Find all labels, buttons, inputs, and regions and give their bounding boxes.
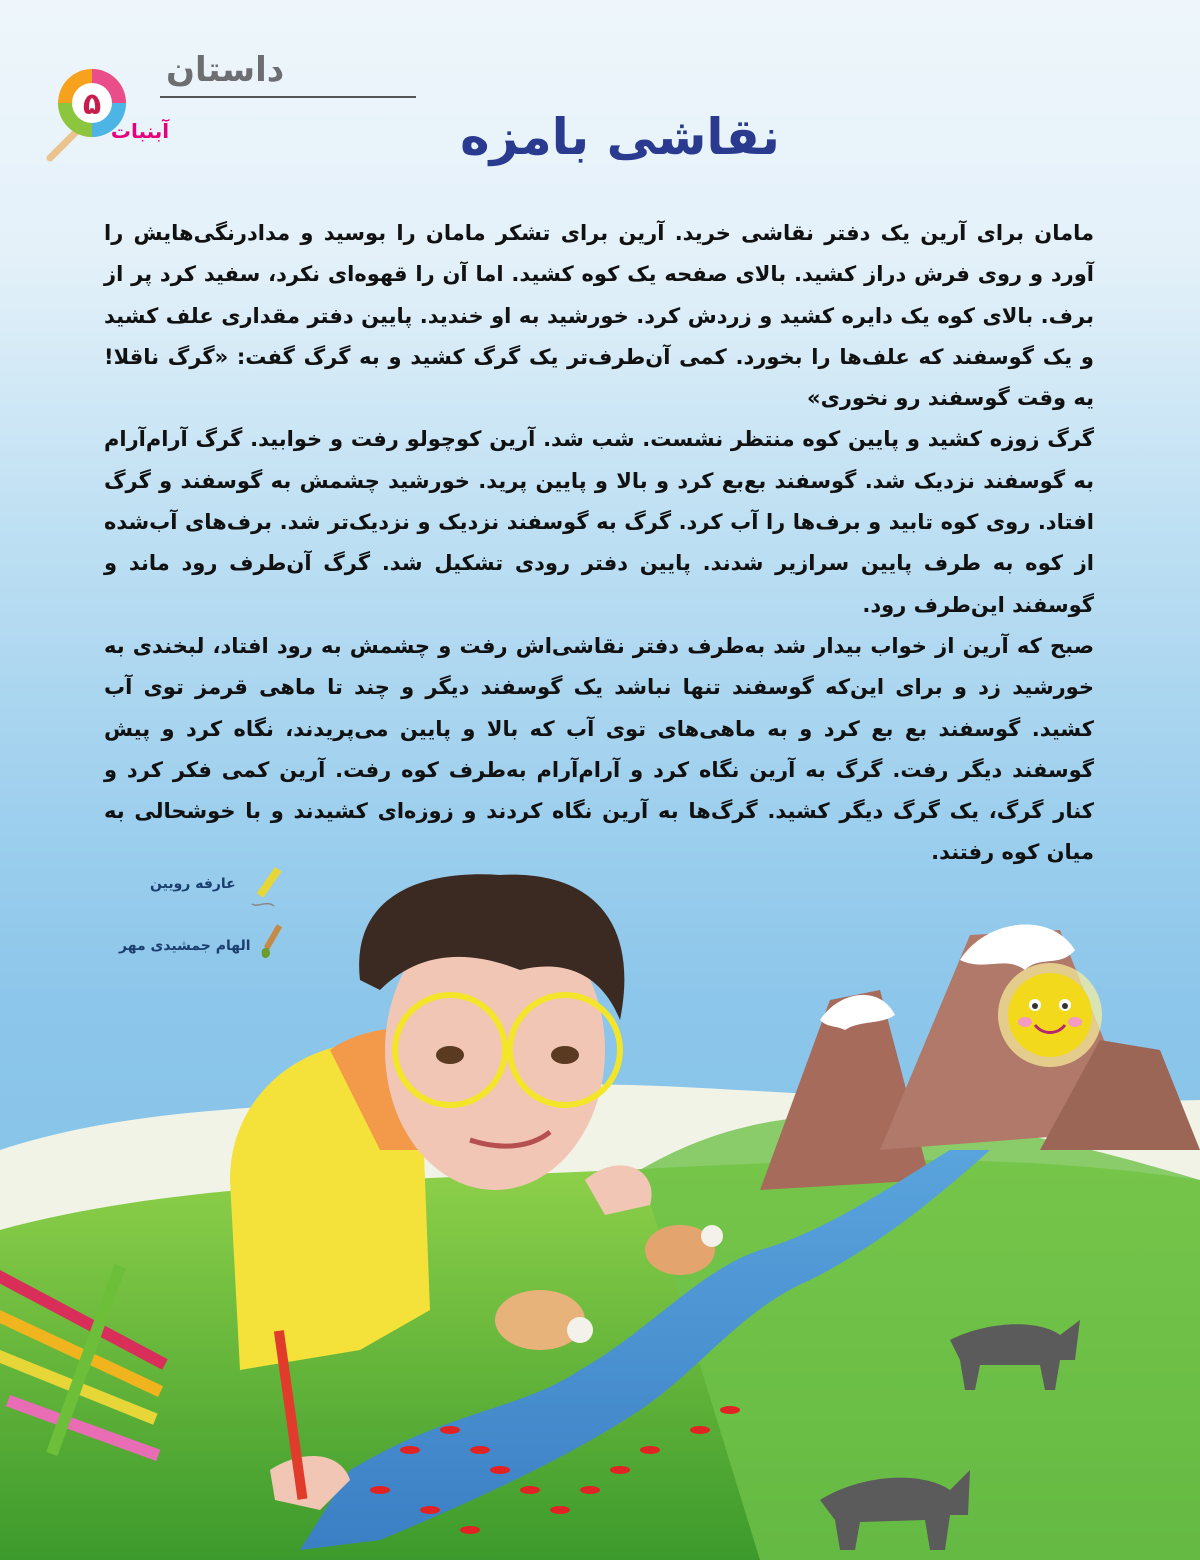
story-paragraph: صبح که آرین از خواب بیدار شد به‌طرف دفتر نقاشی‌اش رفت و چشمش به رود افتاد، لبخندی به خورشید زد و برای این‌که گوسفند تنها نباشد یک گوسفند دیگر و چند تا ماهی قرمز توی آب کشید. گوسفند بع بع کرد و به ماهی‌های توی آب که بالا و پایین می‌پریدند، نگاه کرد و پیش گوسفند دیگر رفت. گرگ به آرین نگاه کرد و آرام‌آرام به‌طرف کوه رفت. آرین کمی فکر کرد و کنار گرگ، یک گرگ دیگر کشید. گرگ‌ها به آرین نگاه کردند و زوزه‌ای کشیدند و با خوشحالی به میان کوه رفتند. [104,633,1094,865]
smiling-sun [995,960,1105,1070]
writer-name: عارفه رویین [150,876,236,892]
story-paragraph: مامان برای آرین یک دفتر نقاشی خرید. آرین برای تشکر مامان را بوسید و مدادرنگی‌هایش را آورد و روی فرش دراز کشید. بالای صفحه یک کوه کشید. اما آن را قهوه‌ای نکرد، سفید کرد پر از برف. بالای کوه یک دایره کشید و زردش کرد. خورشید به او خندید. پایین دفتر مقداری علف کشید و یک گوسفند که علف‌ها را بخورد. کمی آن‌طرف‌تر یک گرگ کشید و به گرگ گفت: «گرگ ناقلا! یه وقت گوسفند رو نخوری» [104,221,1094,411]
story-illustration [0,850,1200,1560]
writer-credit [150,876,236,892]
illustrator-credit [119,938,251,954]
paintbrush-icon [256,922,290,962]
issue-number: ۵ [82,87,102,122]
section-label: داستان [166,50,285,90]
story-body [104,213,1094,874]
illustrator-name: الهام جمشیدی مهر [119,938,251,954]
story-title: نقاشی بامزه [460,108,780,166]
story-paragraph: گرگ زوزه کشید و پایین کوه منتظر نشست. شب شد. آرین کوچولو رفت و خوابید. گرگ آرام‌آرام به گوسفند نزدیک شد. گوسفند بع‌بع کرد و بالا و پایین پرید. خورشید چشمش به گوسفند و گرگ افتاد. روی کوه تابید و برف‌ها را آب کرد. گرگ به گوسفند نزدیک و نزدیک‌تر شد. برف‌های آب‌شده از کوه به طرف پایین سرازیر شدند. پایین دفتر رودی تشکیل شد. گرگ آن‌طرف رود ماند و گوسفند این‌طرف رود. [104,427,1094,617]
pencil-icon [248,864,288,910]
section-divider [160,96,416,98]
magazine-name: آبنبات [110,119,170,143]
